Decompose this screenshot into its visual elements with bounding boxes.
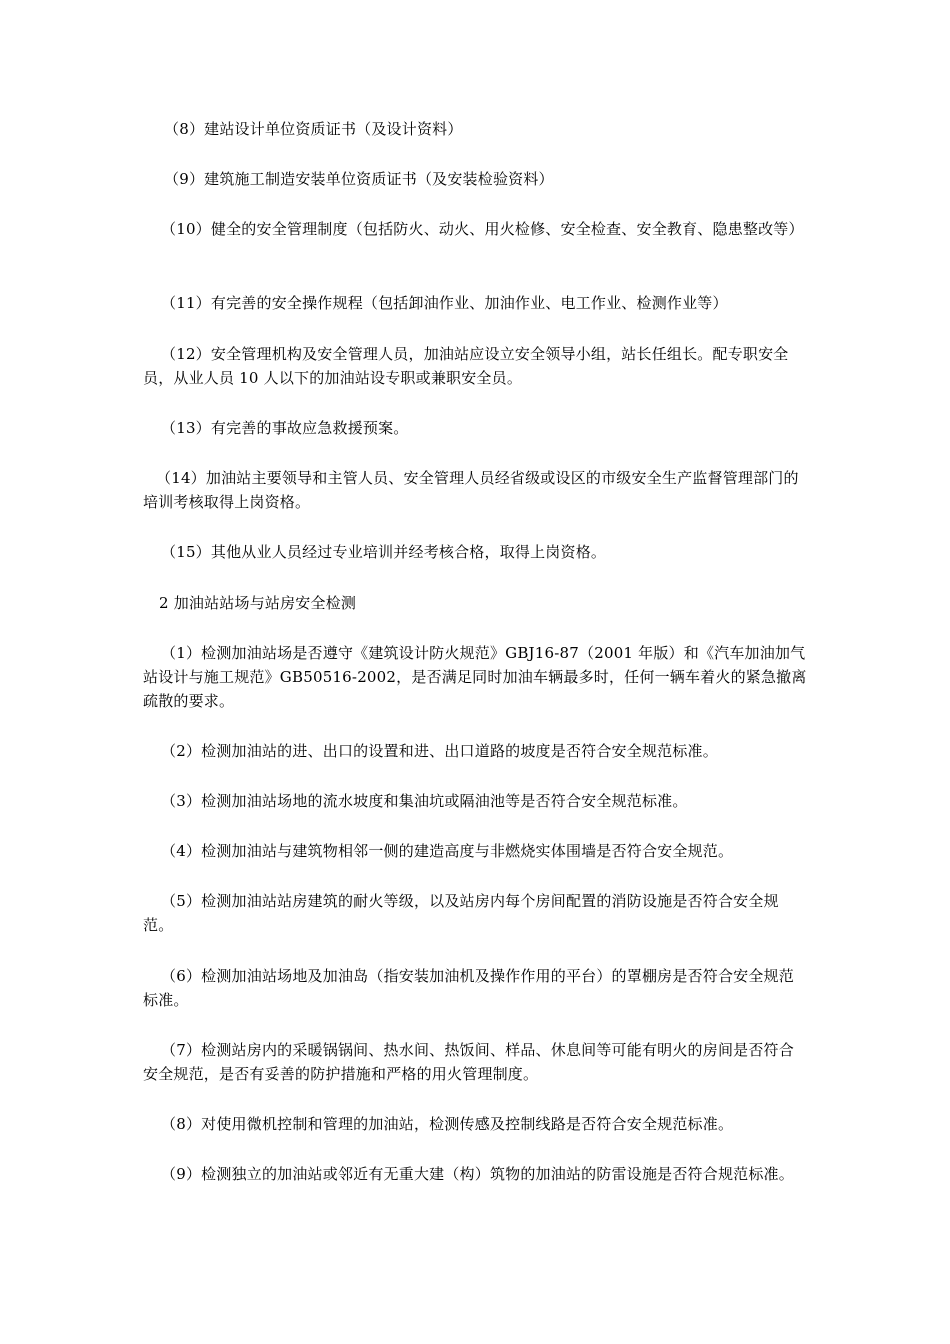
paragraph-check-9: （9）检测独立的加油站或邻近有无重大建（构）筑物的加油站的防雷设施是否符合规范标准。 [161, 1165, 794, 1183]
paragraph-check-6: （6）检测加油站场地及加油岛（指安装加油机及操作作用的平台）的罩棚房是否符合安全规范标准。 [143, 967, 794, 1009]
paragraph-check-2: （2）检测加油站的进、出口的设置和进、出口道路的坡度是否符合安全规范标准。 [161, 742, 718, 760]
paragraph-item-8: （8）建站设计单位资质证书（及设计资料） [164, 120, 463, 138]
paragraph-check-1: （1）检测加油站场是否遵守《建筑设计防火规范》GBJ16-87（2001 年版）和《汽车加油加气站设计与施工规范》GB50516-2002，是否满足同时加油车辆最多时，任何一辆车着火的紧急撤离疏散的要求。 [143, 644, 807, 710]
paragraph-item-9: （9）建筑施工制造安装单位资质证书（及安装检验资料） [164, 170, 554, 188]
paragraph-item-13: （13）有完善的事故应急救援预案。 [161, 419, 409, 437]
paragraph-check-4: （4）检测加油站与建筑物相邻一侧的建造高度与非燃烧实体围墙是否符合安全规范。 [161, 842, 734, 860]
paragraph-item-10: （10）健全的安全管理制度（包括防火、动火、用火检修、安全检查、安全教育、隐患整改等） [161, 220, 804, 238]
paragraph-item-15: （15）其他从业人员经过专业培训并经考核合格，取得上岗资格。 [161, 543, 607, 561]
paragraph-check-3: （3）检测加油站场地的流水坡度和集油坑或隔油池等是否符合安全规范标准。 [161, 792, 688, 810]
paragraph-item-14: （14）加油站主要领导和主管人员、安全管理人员经省级或设区的市级安全生产监督管理部门的培训考核取得上岗资格。 [143, 469, 799, 511]
paragraph-check-7: （7）检测站房内的采暖锅锅间、热水间、热饭间、样品、休息间等可能有明火的房间是否符合安全规范，是否有妥善的防护措施和严格的用火管理制度。 [143, 1041, 794, 1083]
section-heading: 2 加油站站场与站房安全检测 [159, 594, 357, 612]
paragraph-item-11: （11）有完善的安全操作规程（包括卸油作业、加油作业、电工作业、检测作业等） [161, 294, 728, 312]
paragraph-item-12: （12）安全管理机构及安全管理人员，加油站应设立安全领导小组，站长任组长。配专职安全员，从业人员 10 人以下的加油站设专职或兼职安全员。 [143, 345, 789, 387]
paragraph-check-5: （5）检测加油站站房建筑的耐火等级，以及站房内每个房间配置的消防设施是否符合安全规范。 [143, 892, 779, 934]
paragraph-check-8: （8）对使用微机控制和管理的加油站，检测传感及控制线路是否符合安全规范标准。 [161, 1115, 734, 1133]
